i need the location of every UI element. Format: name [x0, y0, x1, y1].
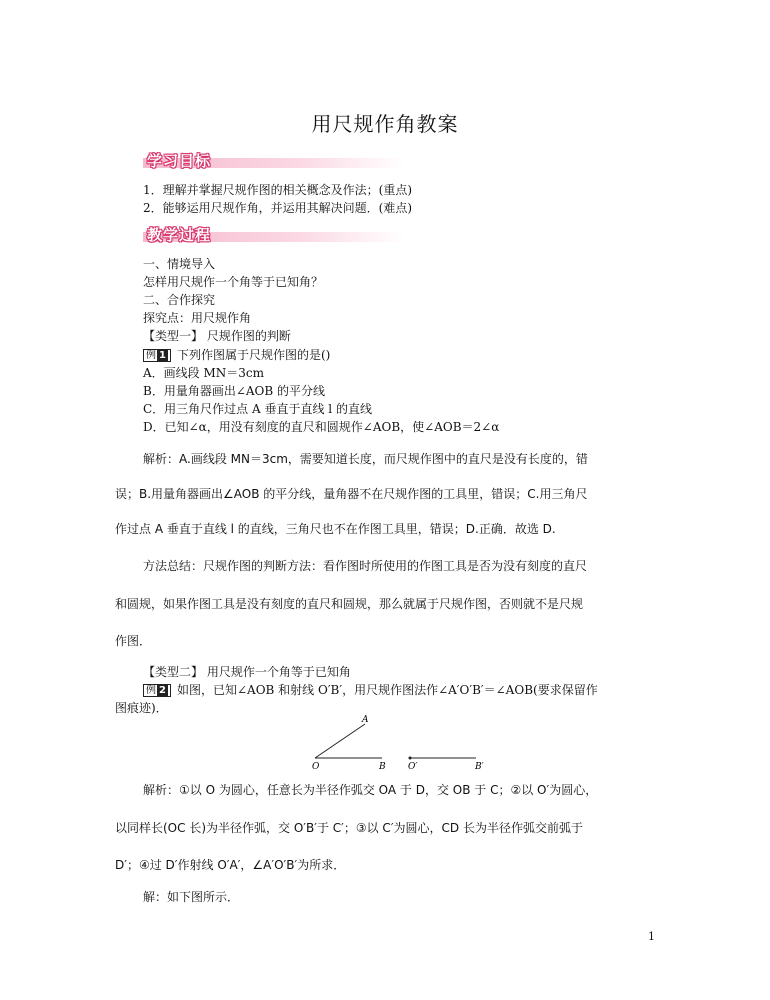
page-title: 用尺规作角教案 — [311, 112, 459, 136]
intro-question: 怎样用尺规作一个角等于已知角？ — [143, 275, 324, 289]
example1-badge: 例 1 — [143, 349, 171, 362]
analysis1-line2: 误；B.用量角器画出∠AOB 的平分线，量角器不在尺规作图的工具里，错误；C.用三角尺 — [115, 487, 588, 501]
solution-line: 解：如下图所示． — [143, 890, 240, 904]
example1-question: 例 1 下列作图属于尺规作图的是() — [143, 346, 330, 363]
heading-intro: 一、情境导入 — [143, 257, 216, 271]
example2-question: 例 2 如图，已知∠AOB 和射线 O′B′，用尺规作图法作∠A′O′B′＝∠AOB(要求保留作 — [143, 681, 598, 698]
method-line2: 和圆规，如果作图工具是没有刻度的直尺和圆规，那么就属于尺规作图，否则就不是尺规 — [115, 597, 584, 611]
goal-2: 2．能够运用尺规作角，并运用其解决问题．(难点) — [143, 201, 412, 215]
section-goals-tag: 学习目标 — [147, 152, 212, 170]
option-b: B．用量角器画出∠AOB 的平分线 — [143, 384, 326, 398]
analysis2-line3: D′；④过 D′作射线 O′A′，∠A′O′B′为所求． — [115, 858, 346, 872]
option-a: A．画线段 MN＝3cm — [143, 366, 265, 380]
option-c: C．用三角尺作过点 A 垂直于直线 l 的直线 — [143, 402, 372, 416]
analysis2-line1: 解析：①以 O 为圆心，任意长为半径作弧交 OA 于 D，交 OB 于 C；②以 O′为圆心， — [143, 783, 598, 797]
example2-badge: 例 2 — [143, 684, 171, 697]
type1-heading: 【类型一】 尺规作图的判断 — [143, 329, 291, 343]
analysis2-line2: 以同样长(OC 长)为半径作弧，交 O′B′于 C′；③以 C′为圆心，CD 长为半径作弧交前弧于 — [115, 821, 583, 835]
label-b: B — [379, 762, 386, 772]
example2-question-cont: 图痕迹)． — [115, 701, 168, 715]
goal-1: 1．理解并掌握尺规作图的相关概念及作法；(重点) — [143, 183, 412, 197]
section-process-tag: 教学过程 — [147, 226, 212, 244]
ray-oa — [315, 724, 365, 758]
analysis1-line1: 解析：A.画线段 MN＝3cm，需要知道长度，而尺规作图中的直尺是没有长度的，错 — [143, 452, 588, 466]
heading-explore: 二、合作探究 — [143, 293, 216, 307]
point-o2 — [409, 757, 412, 760]
option-d: D．已知∠α，用没有刻度的直尺和圆规作∠AOB，使∠AOB＝2∠α — [143, 420, 500, 434]
type2-heading: 【类型二】 用尺规作一个角等于已知角 — [143, 665, 351, 679]
section-goals — [143, 152, 405, 170]
analysis1-line3: 作过点 A 垂直于直线 l 的直线，三角尺也不在作图工具里，错误；D.正确．故选 D. — [115, 522, 556, 536]
method-line3: 作图． — [115, 634, 152, 648]
label-o-prime: O′ — [408, 762, 418, 772]
section-process — [143, 226, 405, 244]
page-number: 1 — [648, 930, 655, 943]
label-a: A — [362, 715, 369, 725]
label-b-prime: B′ — [475, 762, 484, 772]
method-line1: 方法总结：尺规作图的判断方法：看作图时所使用的作图工具是否为没有刻度的直尺 — [143, 559, 588, 573]
angle-figure — [300, 712, 500, 772]
explore-point: 探究点：用尺规作角 — [143, 311, 252, 325]
label-o: O — [312, 762, 320, 772]
